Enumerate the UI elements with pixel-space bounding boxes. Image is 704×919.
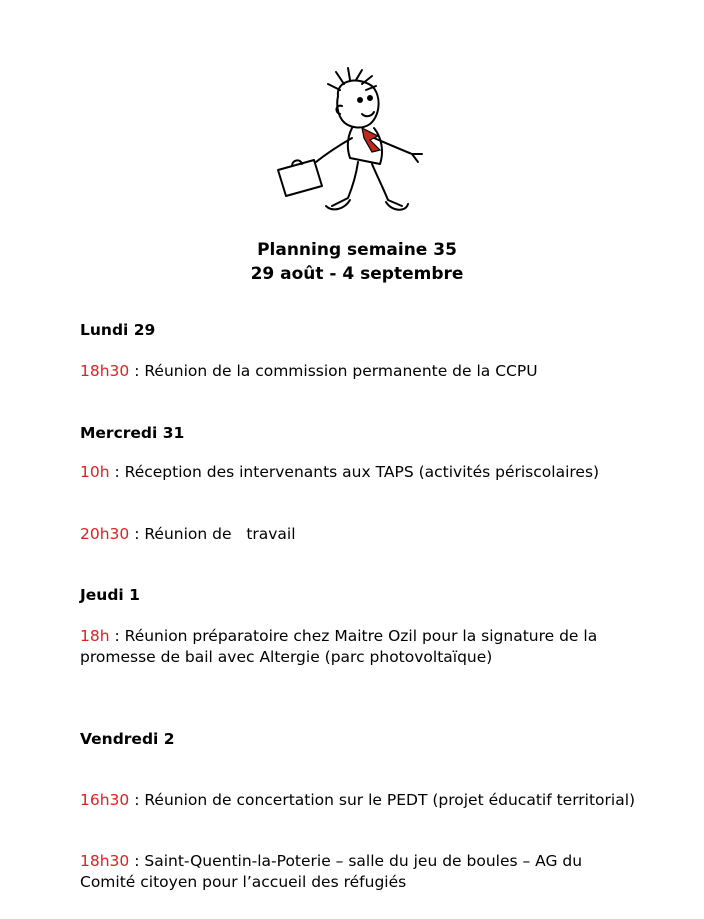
- running-boy-illustration: [262, 66, 442, 226]
- entry-time: 10h: [80, 463, 110, 481]
- schedule-entry: 20h30 : Réunion de travail: [80, 525, 296, 543]
- schedule-entry: 18h30 : Saint-Quentin-la-Poterie – salle du jeu de boules – AG du Comité citoyen pour l’accueil des réfugiés: [80, 852, 583, 891]
- entry-time: 18h30: [80, 852, 130, 870]
- schedule-entry: 18h30 : Réunion de la commission permanente de la CCPU: [80, 362, 538, 380]
- day-heading: Lundi 29: [80, 321, 156, 339]
- day-heading: Vendredi 2: [80, 730, 175, 748]
- day-heading: Mercredi 31: [80, 424, 185, 442]
- entry-time: 18h30: [80, 362, 130, 380]
- entry-time: 20h30: [80, 525, 130, 543]
- entry-text: Saint-Quentin-la-Poterie – salle du jeu de boules – AG du Comité citoyen pour l’accueil des réfugiés: [80, 852, 583, 891]
- schedule-entry: 10h : Réception des intervenants aux TAPS (activités périscolaires): [80, 463, 600, 481]
- entry-time: 16h30: [80, 791, 130, 809]
- schedule-entry: 18h : Réunion préparatoire chez Maitre Ozil pour la signature de la promesse de bail avec Altergie (parc photovoltaïque): [80, 627, 598, 666]
- entry-text: Réunion de travail: [144, 525, 296, 543]
- page-subtitle-dates: 29 août - 4 septembre: [250, 264, 464, 284]
- schedule-entry: 16h30 : Réunion de concertation sur le PEDT (projet éducatif territorial): [80, 791, 636, 809]
- entry-time: 18h: [80, 627, 110, 645]
- entry-text: Réception des intervenants aux TAPS (activités périscolaires): [124, 463, 600, 481]
- entry-text: Réunion de concertation sur le PEDT (projet éducatif territorial): [144, 791, 636, 809]
- entry-text: Réunion de la commission permanente de la CCPU: [144, 362, 538, 380]
- page-title: Planning semaine 35: [257, 240, 457, 260]
- entry-text: Réunion préparatoire chez Maitre Ozil pour la signature de la promesse de bail avec Altergie (parc photovoltaïque): [80, 627, 598, 666]
- day-heading: Jeudi 1: [80, 586, 140, 604]
